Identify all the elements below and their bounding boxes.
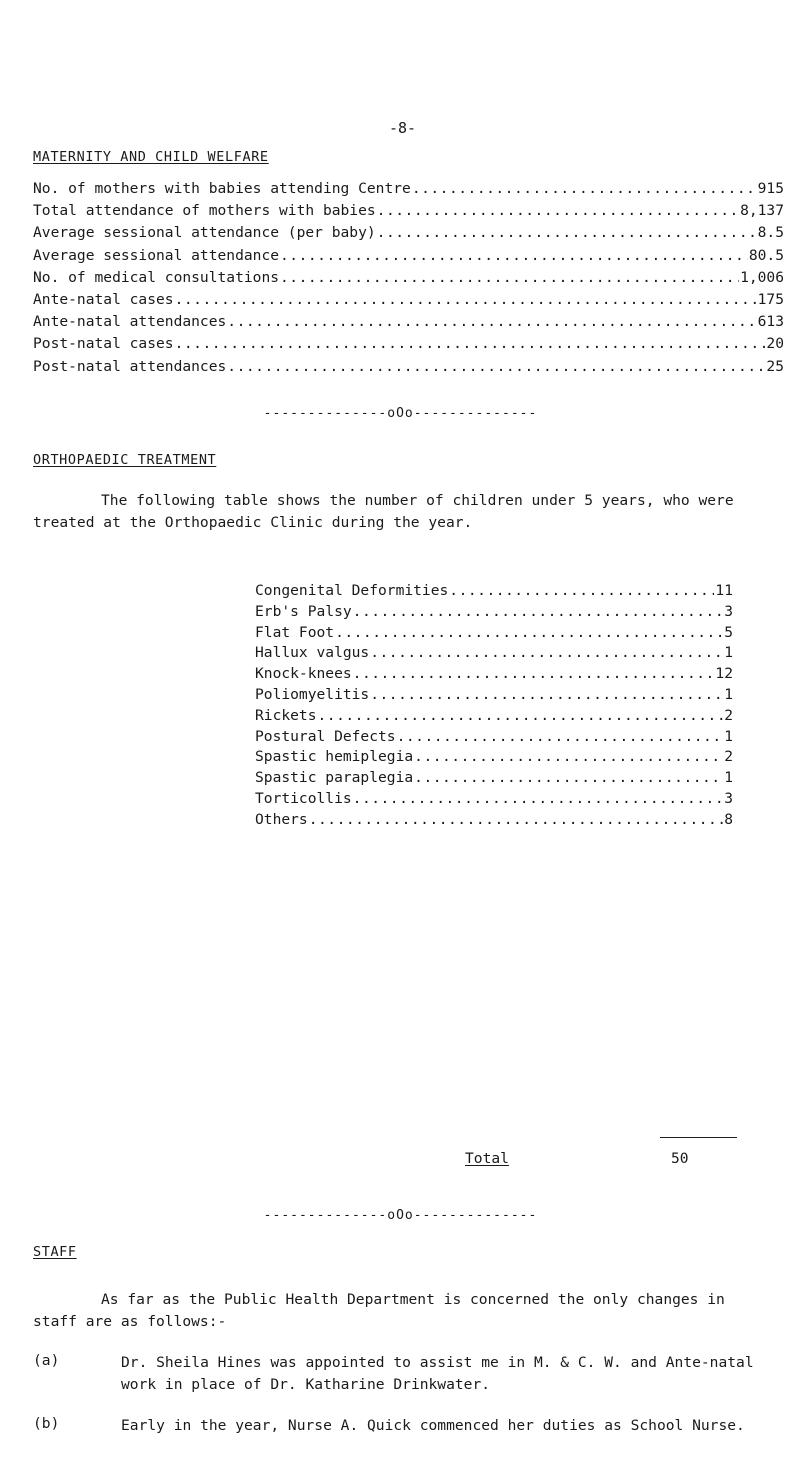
leader-dots — [280, 247, 748, 264]
row-value: 8 — [724, 810, 733, 828]
row-value: 12 — [715, 665, 733, 683]
mcw-heading: MATERNITY AND CHILD WELFARE — [33, 149, 269, 165]
leader-dots — [227, 358, 765, 375]
row-label: No. of mothers with babies attending Centre — [33, 180, 411, 197]
table-row — [255, 707, 733, 729]
row-label: Total attendance of mothers with babies — [33, 202, 376, 220]
row-label: Spastic hemiplegia — [255, 748, 414, 766]
row-label: Torticollis — [255, 790, 352, 807]
row-value: 3 — [724, 790, 733, 807]
table-row — [255, 769, 733, 791]
leader-dots — [449, 582, 714, 599]
leader-dots — [377, 202, 739, 219]
row-value: 613 — [757, 313, 784, 331]
leader-dots — [175, 335, 766, 352]
table-row — [33, 247, 784, 269]
table-row — [33, 269, 784, 291]
table-row — [255, 582, 733, 604]
row-label: Rickets — [255, 706, 317, 724]
table-row — [255, 811, 733, 833]
row-label: Flat Foot — [255, 623, 335, 641]
staff-item-text: Dr. Sheila Hines was appointed to assist me in M. & C. W. and Ante-natal work in place of Dr. Katharine Drinkwater. — [121, 1354, 754, 1393]
row-label: Average sessional attendance (per baby) — [33, 224, 376, 242]
row-value: 175 — [757, 291, 784, 308]
staff-item-mark: (b) — [33, 1415, 60, 1432]
orthopaedic-heading: ORTHOPAEDIC TREATMENT — [33, 452, 217, 468]
table-row — [255, 728, 733, 750]
row-label: Spastic paraplegia — [255, 769, 414, 787]
table-row — [255, 624, 733, 646]
row-label: Postural Defects — [255, 727, 396, 745]
leader-dots — [377, 224, 757, 241]
table-row — [255, 748, 733, 770]
leader-dots — [309, 811, 723, 828]
leader-dots — [318, 707, 724, 724]
leader-dots — [335, 624, 723, 641]
leader-dots — [227, 313, 756, 330]
row-value: 3 — [724, 602, 733, 620]
total-rule — [660, 1137, 737, 1138]
total-label: Total — [465, 1150, 509, 1167]
leader-dots — [370, 644, 723, 661]
table-row — [33, 180, 784, 202]
row-value: 1 — [724, 727, 733, 745]
leader-dots — [353, 665, 715, 682]
leader-dots — [397, 728, 724, 745]
row-label: Post-natal cases — [33, 335, 174, 353]
table-row — [33, 202, 784, 224]
row-label: Congenital Deformities — [255, 582, 449, 599]
row-label: Others — [255, 810, 308, 828]
row-value: 1 — [724, 644, 733, 662]
row-value: 25 — [766, 357, 784, 375]
leader-dots — [353, 603, 724, 620]
row-label: Ante-natal attendances — [33, 313, 227, 331]
table-row — [33, 313, 784, 335]
table-row — [255, 790, 733, 812]
row-value: 80.5 — [748, 246, 784, 264]
table-row — [33, 358, 784, 380]
leader-dots — [414, 748, 723, 765]
table-row — [255, 603, 733, 625]
staff-heading: STAFF — [33, 1244, 77, 1260]
row-value: 1 — [724, 769, 733, 787]
row-label: Post-natal attendances — [33, 357, 227, 375]
orthopaedic-intro: The following table shows the number of children under 5 years, who were treated at the Orthopaedic Clinic during the year. — [33, 492, 734, 531]
row-label: Average sessional attendance — [33, 246, 280, 264]
row-value: 8.5 — [757, 224, 784, 242]
table-row — [255, 644, 733, 666]
row-value: 20 — [766, 335, 784, 353]
table-row — [33, 291, 784, 313]
row-label: Hallux valgus — [255, 644, 370, 662]
table-row — [33, 335, 784, 357]
staff-item-text: Early in the year, Nurse A. Quick commenced her duties as School Nurse. — [121, 1417, 745, 1434]
staff-intro: As far as the Public Health Department is concerned the only changes in staff are as follows:- — [33, 1291, 725, 1330]
row-value: 8,137 — [740, 202, 784, 220]
row-value: 11 — [715, 582, 733, 599]
row-label: Poliomyelitis — [255, 686, 370, 703]
table-row — [255, 686, 733, 708]
row-label: No. of medical consultations — [33, 268, 280, 286]
leader-dots — [175, 291, 757, 308]
leader-dots — [280, 269, 739, 286]
page-number: -8- — [389, 119, 417, 137]
row-value: 5 — [724, 623, 733, 641]
staff-item-mark: (a) — [33, 1352, 60, 1369]
row-value: 1 — [724, 686, 733, 703]
row-value: 1,006 — [740, 268, 784, 286]
total-value: 50 — [671, 1150, 689, 1167]
leader-dots — [414, 769, 723, 786]
row-value: 2 — [724, 748, 733, 766]
row-label: Knock-knees — [255, 665, 352, 683]
row-value: 2 — [724, 706, 733, 724]
table-row — [33, 224, 784, 246]
leader-dots — [412, 180, 757, 197]
row-value: 915 — [757, 180, 784, 197]
leader-dots — [353, 790, 724, 807]
row-label: Erb's Palsy — [255, 602, 352, 620]
row-label: Ante-natal cases — [33, 291, 174, 308]
separator-1: --------------oOo-------------- — [263, 406, 538, 421]
table-row — [255, 665, 733, 687]
leader-dots — [370, 686, 723, 703]
separator-2: --------------oOo-------------- — [263, 1208, 538, 1223]
